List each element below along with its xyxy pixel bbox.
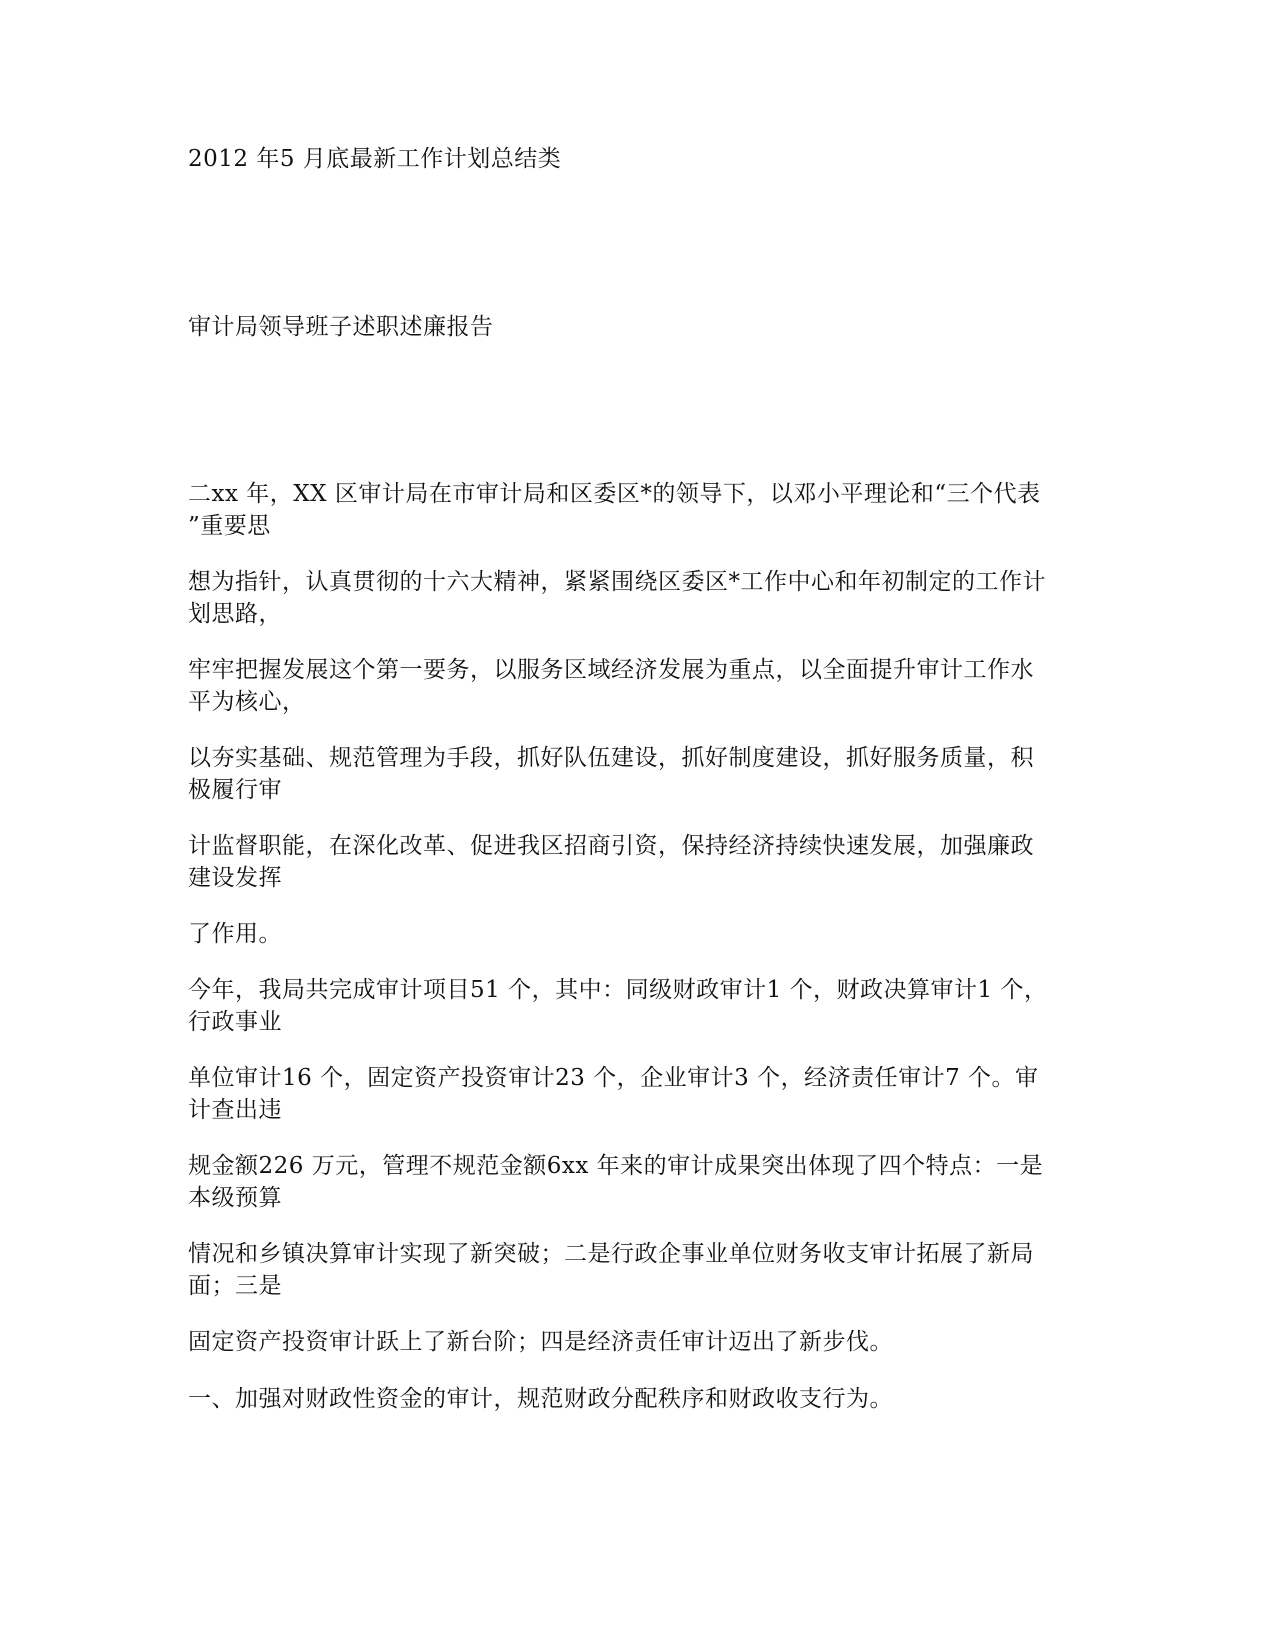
paragraph-line: 单位审计16 个，固定资产投资审计23 个，企业审计3 个，经济责任审计7 个。审 (188, 1065, 1039, 1091)
paragraph-line: 行政事业 (188, 1009, 282, 1035)
paragraph-line: 以夯实基础、规范管理为手段，抓好队伍建设，抓好制度建设，抓好服务质量，积 (188, 745, 1034, 771)
paragraph-line: 平为核心， (188, 689, 306, 715)
paragraph-line: 面；三是 (188, 1273, 282, 1299)
paragraph-line: 了作用。 (188, 921, 282, 947)
paragraph-line: 想为指针，认真贯彻的十六大精神，紧紧围绕区委区*工作中心和年初制定的工作计 (188, 569, 1046, 595)
paragraph-line: 今年，我局共完成审计项目51 个，其中：同级财政审计1 个，财政决算审计1 个， (188, 977, 1048, 1003)
paragraph (188, 830, 1098, 894)
paragraph-line: 本级预算 (188, 1185, 282, 1211)
header-title: 2012 年5 月底最新工作计划总结类 (188, 146, 562, 172)
paragraph (188, 1238, 1098, 1302)
paragraph-line: 牢牢把握发展这个第一要务，以服务区域经济发展为重点，以全面提升审计工作水 (188, 657, 1034, 683)
paragraph (188, 918, 1098, 950)
paragraph (188, 1150, 1098, 1214)
paragraph (188, 1326, 1098, 1358)
paragraph-line: 划思路， (188, 601, 282, 627)
paragraph (188, 566, 1098, 630)
paragraph-line: 规金额226 万元，管理不规范金额6xx 年来的审计成果突出体现了四个特点：一是 (188, 1153, 1044, 1179)
paragraph-line: ”重要思 (188, 513, 271, 539)
paragraph (188, 478, 1098, 542)
paragraph-line: 一、加强对财政性资金的审计，规范财政分配秩序和财政收支行为。 (188, 1386, 893, 1412)
paragraph-line: 建设发挥 (188, 865, 282, 891)
paragraph-line: 极履行审 (188, 777, 282, 803)
paragraph-line: 固定资产投资审计跃上了新台阶；四是经济责任审计迈出了新步伐。 (188, 1329, 893, 1355)
paragraph-line: 计查出违 (188, 1097, 282, 1123)
paragraph (188, 654, 1098, 718)
paragraph-line: 二xx 年，XX 区审计局在市审计局和区委区*的领导下，以邓小平理论和“三个代表 (188, 481, 1041, 507)
section-heading (188, 1383, 1098, 1415)
paragraph-line: 计监督职能，在深化改革、促进我区招商引资，保持经济持续快速发展，加强廉政 (188, 833, 1034, 859)
paragraph (188, 974, 1098, 1038)
report-title: 审计局领导班子述职述廉报告 (188, 314, 494, 340)
paragraph-line: 情况和乡镇决算审计实现了新突破；二是行政企事业单位财务收支审计拓展了新局 (188, 1241, 1034, 1267)
paragraph (188, 1062, 1098, 1126)
paragraph (188, 742, 1098, 806)
